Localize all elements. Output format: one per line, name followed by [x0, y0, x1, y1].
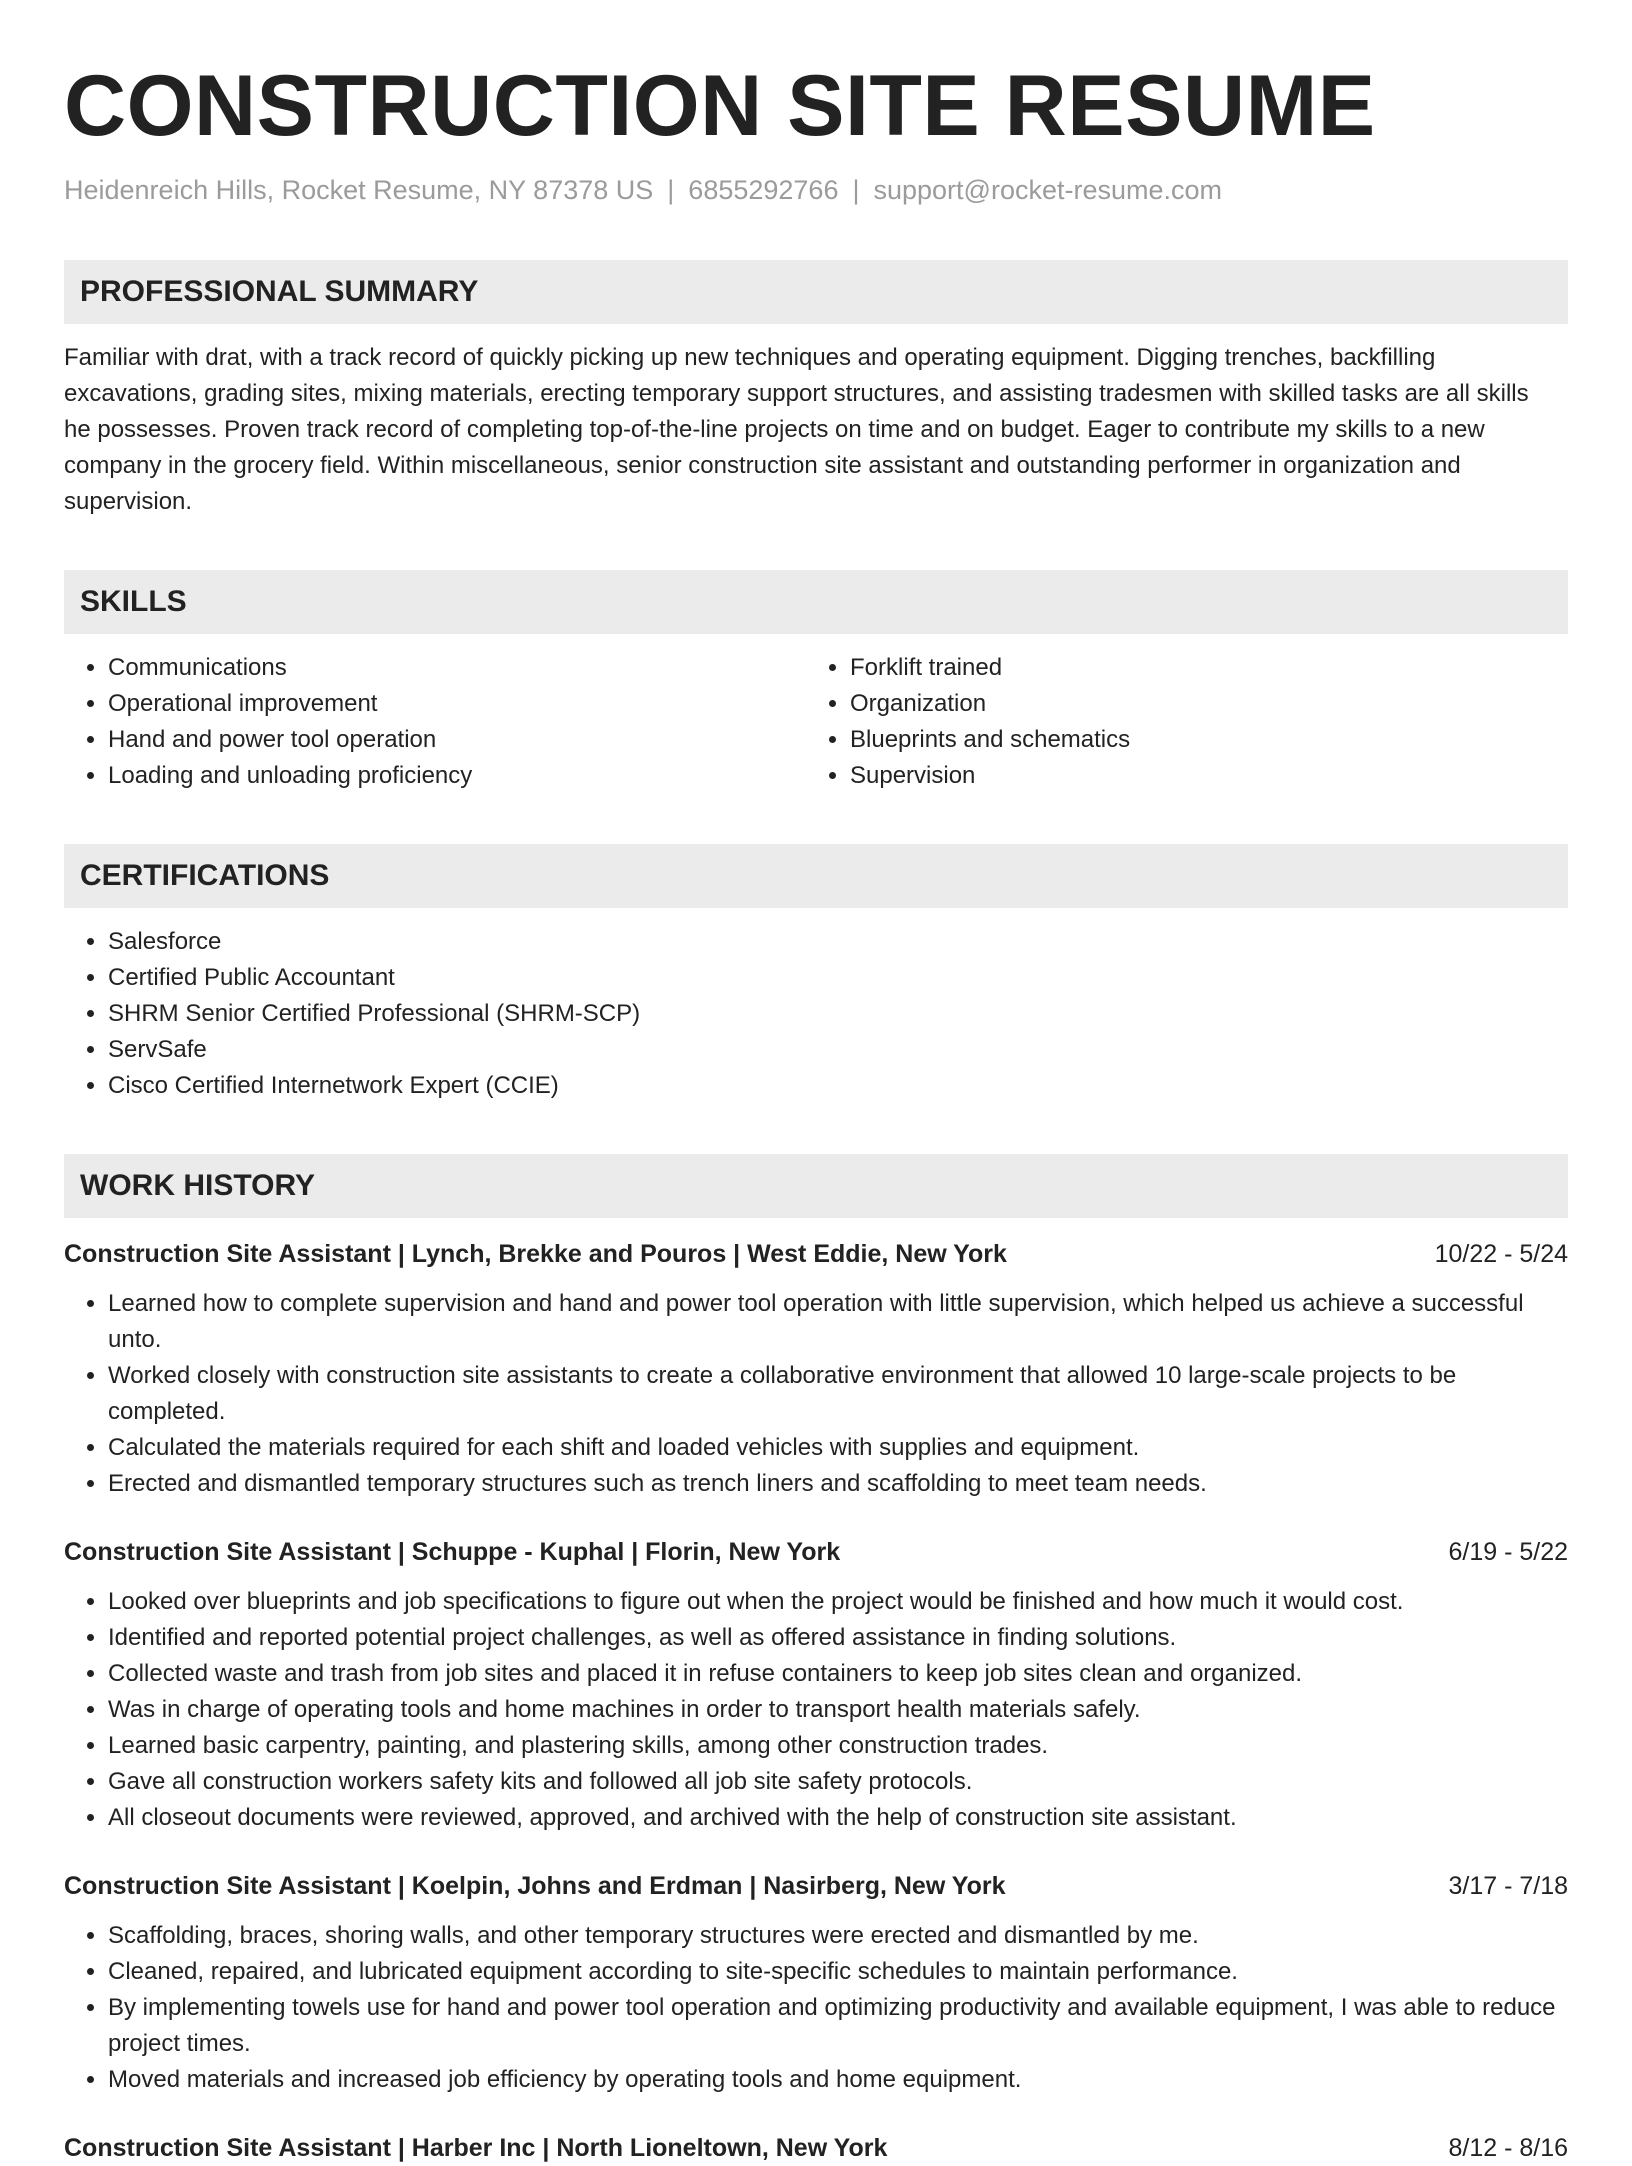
contact-address: Heidenreich Hills, Rocket Resume, NY 87378 US — [64, 175, 654, 205]
certifications-heading: CERTIFICATIONS — [64, 844, 1568, 908]
job-bullet: • Moved materials and increased job efficiency by operating tools and home equipment. — [108, 2062, 1568, 2098]
job-dates: 8/12 - 8/16 — [1448, 2134, 1568, 2162]
job-bullet: • Looked over blueprints and job specifications to figure out when the project would be finished and how much it would cost. — [108, 1584, 1568, 1620]
work-history-heading: WORK HISTORY — [64, 1154, 1568, 1218]
job-header — [64, 1534, 1568, 1570]
job-bullet: • Cleaned, repaired, and lubricated equipment according to site-specific schedules to maintain performance. — [108, 1954, 1568, 1990]
contact-email[interactable]: support@rocket-resume.com — [873, 175, 1223, 205]
skills-heading: SKILLS — [64, 570, 1568, 634]
skill-item: • Communications — [108, 650, 806, 686]
job-bullet: • By implementing towels use for hand and power tool operation and optimizing productivity and available equipment, I was able to reduce project times. — [108, 1990, 1568, 2062]
job-bullet: • Learned how to complete supervision and hand and power tool operation with little supervision, which helped us achieve a successful unto. — [108, 1286, 1568, 1358]
certification-item: • Certified Public Accountant — [108, 960, 1568, 996]
job-dates: 3/17 - 7/18 — [1448, 1872, 1568, 1900]
contact-line — [64, 172, 1568, 208]
job-bullet: • Scaffolding, braces, shoring walls, and other temporary structures were erected and dismantled by me. — [108, 1918, 1568, 1954]
skill-item: • Operational improvement — [108, 686, 806, 722]
job-title: Construction Site Assistant | Harber Inc | North Lioneltown, New York — [64, 2134, 888, 2162]
job-entry — [64, 1534, 1568, 1836]
skill-item: • Organization — [850, 686, 1548, 722]
certification-item: • Cisco Certified Internetwork Expert (CCIE) — [108, 1068, 1568, 1104]
skills-list-left — [64, 650, 806, 794]
job-bullet: • Was in charge of operating tools and home machines in order to transport health materials safely. — [108, 1692, 1568, 1728]
job-title: Construction Site Assistant | Schuppe - Kuphal | Florin, New York — [64, 1538, 841, 1566]
job-header — [64, 2130, 1568, 2166]
job-bullet: • Calculated the materials required for each shift and loaded vehicles with supplies and equipment. — [108, 1430, 1568, 1466]
certification-item: • SHRM Senior Certified Professional (SHRM-SCP) — [108, 996, 1568, 1032]
job-bullet: • Identified and reported potential project challenges, as well as offered assistance in finding solutions. — [108, 1620, 1568, 1656]
skill-item: • Blueprints and schematics — [850, 722, 1548, 758]
resume-page — [64, 0, 1568, 2166]
job-bullets — [64, 1584, 1568, 1836]
summary-text: Familiar with drat, with a track record of quickly picking up new techniques and operating equipment. Digging trenches, backfilling excavations, grading sites, mixing materials, erecting temporary support structures, and assisting tradesmen with skilled tasks are all skills he possesses. Proven track record of completing top-of-the-line projects on time and on budget. Eager to contribute my skills to a new company in the grocery field. Within miscellaneous, senior construction site assistant and outstanding performer in organization and supervision. — [64, 344, 1529, 515]
certification-item: • ServSafe — [108, 1032, 1568, 1068]
job-header — [64, 1868, 1568, 1904]
job-bullet: • All closeout documents were reviewed, approved, and archived with the help of construction site assistant. — [108, 1800, 1568, 1836]
certification-item: • Salesforce — [108, 924, 1568, 960]
job-bullets — [64, 1918, 1568, 2098]
job-bullet: • Worked closely with construction site assistants to create a collaborative environment that allowed 10 large-scale projects to be completed. — [108, 1358, 1568, 1430]
job-entry — [64, 2130, 1568, 2166]
job-bullet: • Learned basic carpentry, painting, and plastering skills, among other construction trades. — [108, 1728, 1568, 1764]
skills-list-right — [806, 650, 1548, 794]
job-title: Construction Site Assistant | Koelpin, Johns and Erdman | Nasirberg, New York — [64, 1872, 1006, 1900]
contact-phone: 6855292766 — [688, 175, 839, 205]
skills-grid — [64, 650, 1568, 794]
skill-item: • Loading and unloading proficiency — [108, 758, 806, 794]
job-bullet: • Collected waste and trash from job sites and placed it in refuse containers to keep job sites clean and organized. — [108, 1656, 1568, 1692]
job-bullet: • Erected and dismantled temporary structures such as trench liners and scaffolding to meet team needs. — [108, 1466, 1568, 1502]
job-dates: 6/19 - 5/22 — [1448, 1538, 1568, 1566]
job-bullets — [64, 1286, 1568, 1502]
certifications-list — [64, 924, 1568, 1104]
job-header — [64, 1236, 1568, 1272]
job-entry — [64, 1236, 1568, 1502]
skill-item: • Supervision — [850, 758, 1548, 794]
skill-item: • Hand and power tool operation — [108, 722, 806, 758]
job-title: Construction Site Assistant | Lynch, Brekke and Pouros | West Eddie, New York — [64, 1240, 1007, 1268]
summary-heading: PROFESSIONAL SUMMARY — [64, 260, 1568, 324]
contact-separator: | — [667, 175, 675, 205]
job-entry — [64, 1868, 1568, 2098]
skill-item: • Forklift trained — [850, 650, 1548, 686]
contact-separator: | — [852, 175, 860, 205]
job-bullet: • Gave all construction workers safety kits and followed all job site safety protocols. — [108, 1764, 1568, 1800]
job-dates: 10/22 - 5/24 — [1434, 1240, 1568, 1268]
resume-title: CONSTRUCTION SITE RESUME — [64, 58, 1376, 154]
